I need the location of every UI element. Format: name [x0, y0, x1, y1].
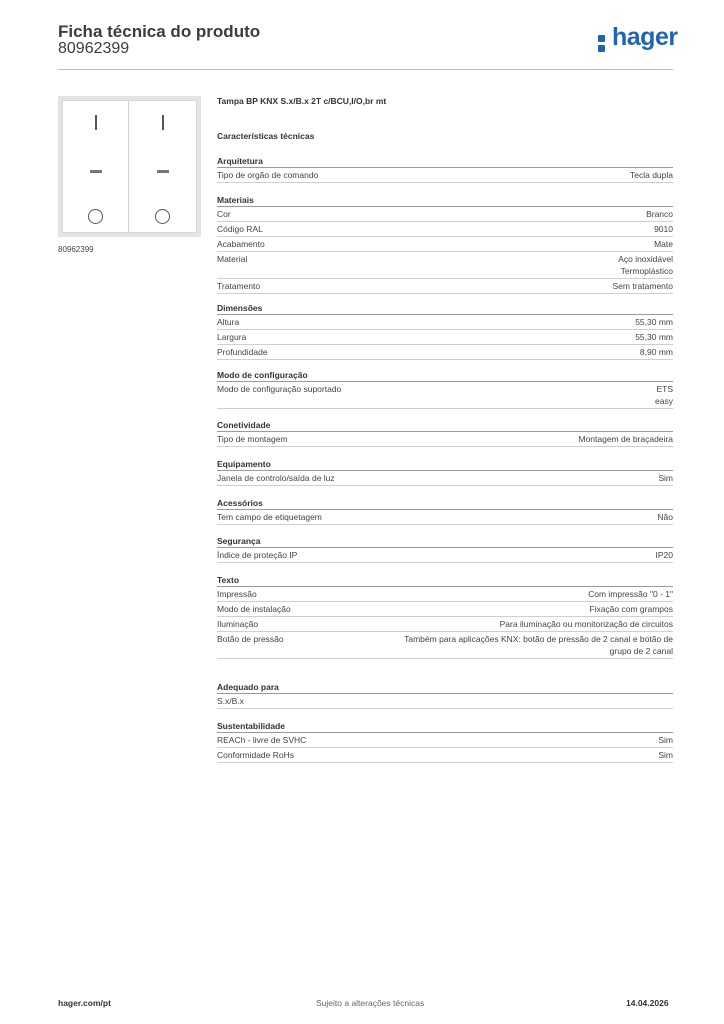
spec-group-title: Sustentabilidade: [217, 720, 673, 733]
spec-group: [217, 419, 673, 447]
spec-value: [635, 316, 673, 328]
spec-value: [613, 280, 673, 292]
spec-value: [630, 169, 673, 181]
product-image: [58, 96, 201, 237]
spec-value-line: 8,90 mm: [639, 347, 673, 357]
hager-logo: [594, 23, 678, 56]
logo-text: hager: [612, 23, 678, 51]
spec-label: Cor: [217, 209, 231, 219]
spec-label: S.x/B.x: [217, 696, 244, 706]
right-rocker: [130, 101, 196, 232]
spec-group-title: Texto: [217, 574, 673, 587]
spec-value-line: Com impressão "0 - 1": [588, 589, 673, 599]
spec-label: Índice de proteção IP: [217, 550, 298, 560]
spec-row: [217, 252, 673, 279]
spec-value: [658, 472, 673, 484]
spec-value: [657, 511, 673, 523]
spec-label: Altura: [217, 317, 240, 327]
spec-value: [656, 549, 674, 561]
spec-value-line: Não: [657, 512, 673, 522]
spec-row: [217, 471, 673, 486]
spec-value-line: Sim: [658, 735, 673, 745]
spec-row: [217, 632, 673, 659]
spec-value: [618, 253, 673, 277]
spec-group: [217, 155, 673, 183]
spec-value: [404, 633, 673, 657]
product-name: Tampa BP KNX S.x/B.x 2T c/BCU,I/O,br mt: [217, 96, 387, 106]
spec-group-title: Acessórios: [217, 497, 673, 510]
spec-row: [217, 748, 673, 763]
led-window-icon: [157, 170, 169, 173]
spec-group-title: Equipamento: [217, 458, 673, 471]
spec-value-line: Sim: [658, 750, 673, 760]
spec-row: [217, 207, 673, 222]
spec-value: [655, 383, 673, 407]
spec-group-title: Conetividade: [217, 419, 673, 432]
spec-row: [217, 733, 673, 748]
spec-group: [217, 497, 673, 525]
image-caption: 80962399: [58, 245, 94, 254]
logo-dot-icon: [598, 45, 605, 52]
logo-dot-icon: [598, 35, 605, 42]
spec-label: Acabamento: [217, 239, 265, 249]
spec-label: Tipo de orgão de comando: [217, 170, 319, 180]
spec-value-line: ETS: [656, 384, 673, 394]
footer-website[interactable]: hager.com/pt: [58, 998, 111, 1008]
spec-value: [640, 346, 673, 358]
spec-value: [578, 433, 673, 445]
spec-row: [217, 548, 673, 563]
spec-group: [217, 720, 673, 763]
spec-row: [217, 602, 673, 617]
spec-value-line: Mate: [654, 239, 673, 249]
spec-group-title: Dimensões: [217, 302, 673, 315]
spec-row: [217, 432, 673, 447]
on-symbol-icon: [162, 115, 164, 130]
spec-value: [658, 749, 673, 761]
spec-value-line: Aço inoxidável: [618, 254, 673, 264]
document-title: Ficha técnica do produto: [58, 22, 261, 41]
spec-value-line: Branco: [646, 209, 673, 219]
spec-value-line: Tecla dupla: [629, 170, 673, 180]
spec-value-line: Sem tratamento: [612, 281, 673, 291]
spec-value: [654, 223, 673, 235]
spec-row: [217, 587, 673, 602]
spec-value-line: 55,30 mm: [635, 332, 673, 342]
section-title: Características técnicas: [217, 131, 315, 141]
spec-label: Iluminação: [217, 619, 259, 629]
spec-label: Janela de controlo/saída de luz: [217, 473, 335, 483]
spec-row: [217, 694, 673, 709]
spec-row: [217, 617, 673, 632]
spec-row: [217, 382, 673, 409]
spec-label: Botão de pressão: [217, 634, 284, 644]
spec-value-line: Termoplástico: [620, 266, 673, 276]
spec-group-title: Modo de configuração: [217, 369, 673, 382]
spec-group-title: Segurança: [217, 535, 673, 548]
spec-label: Tratamento: [217, 281, 261, 291]
spec-group-title: Materiais: [217, 194, 673, 207]
spec-value-line: Para iluminação ou monitorização de circuitos: [499, 619, 673, 629]
spec-label: Conformidade RoHs: [217, 750, 295, 760]
spec-group: [217, 535, 673, 563]
spec-label: Tipo de montagem: [217, 434, 288, 444]
spec-group-title: Adequado para: [217, 681, 673, 694]
spec-value-line: grupo de 2 canal: [609, 646, 673, 656]
footer-notice: Sujeito a alterações técnicas: [316, 998, 425, 1008]
spec-value-line: 9010: [654, 224, 673, 234]
spec-row: [217, 345, 673, 360]
spec-label: REACh - livre de SVHC: [217, 735, 307, 745]
spec-row: [217, 315, 673, 330]
spec-label: Modo de instalação: [217, 604, 291, 614]
spec-group: [217, 458, 673, 486]
product-code: 80962399: [58, 40, 130, 57]
spec-value-line: Também para aplicações KNX: botão de pressão de 2 canal e botão de: [404, 634, 673, 644]
spec-value: [589, 603, 673, 615]
spec-row: [217, 237, 673, 252]
spec-label: Largura: [217, 332, 247, 342]
spec-label: Impressão: [217, 589, 257, 599]
spec-label: Tem campo de etiquetagem: [217, 512, 322, 522]
spec-group: [217, 194, 673, 294]
spec-value: [646, 208, 673, 220]
spec-group: [217, 574, 673, 659]
spec-group-title: Arquitetura: [217, 155, 673, 168]
spec-label: Código RAL: [217, 224, 263, 234]
spec-value-line: Sim: [658, 473, 673, 483]
spec-value: [658, 734, 673, 746]
spec-value: [500, 618, 673, 630]
spec-label: Material: [217, 254, 248, 264]
switch-cover-illustration: [62, 100, 197, 233]
left-rocker: [63, 101, 129, 232]
spec-row: [217, 510, 673, 525]
spec-label: Profundidade: [217, 347, 268, 357]
on-symbol-icon: [95, 115, 97, 130]
spec-label: Modo de configuração suportado: [217, 384, 342, 394]
header-divider: [58, 69, 673, 70]
spec-value-line: 55,30 mm: [635, 317, 673, 327]
spec-value-line: IP20: [655, 550, 673, 560]
spec-value-line: Montagem de braçadeira: [578, 434, 673, 444]
spec-value-line: easy: [655, 396, 673, 406]
spec-value: [588, 588, 673, 600]
spec-value-line: Fixação com grampos: [589, 604, 673, 614]
spec-value: [635, 331, 673, 343]
spec-row: [217, 330, 673, 345]
spec-row: [217, 168, 673, 183]
spec-row: [217, 279, 673, 294]
spec-group: [217, 681, 673, 709]
led-window-icon: [90, 170, 102, 173]
spec-row: [217, 222, 673, 237]
spec-value: [654, 238, 673, 250]
footer-date: 14.04.2026: [626, 998, 669, 1008]
spec-group: [217, 302, 673, 360]
spec-group: [217, 369, 673, 409]
off-symbol-icon: [88, 209, 103, 224]
off-symbol-icon: [155, 209, 170, 224]
